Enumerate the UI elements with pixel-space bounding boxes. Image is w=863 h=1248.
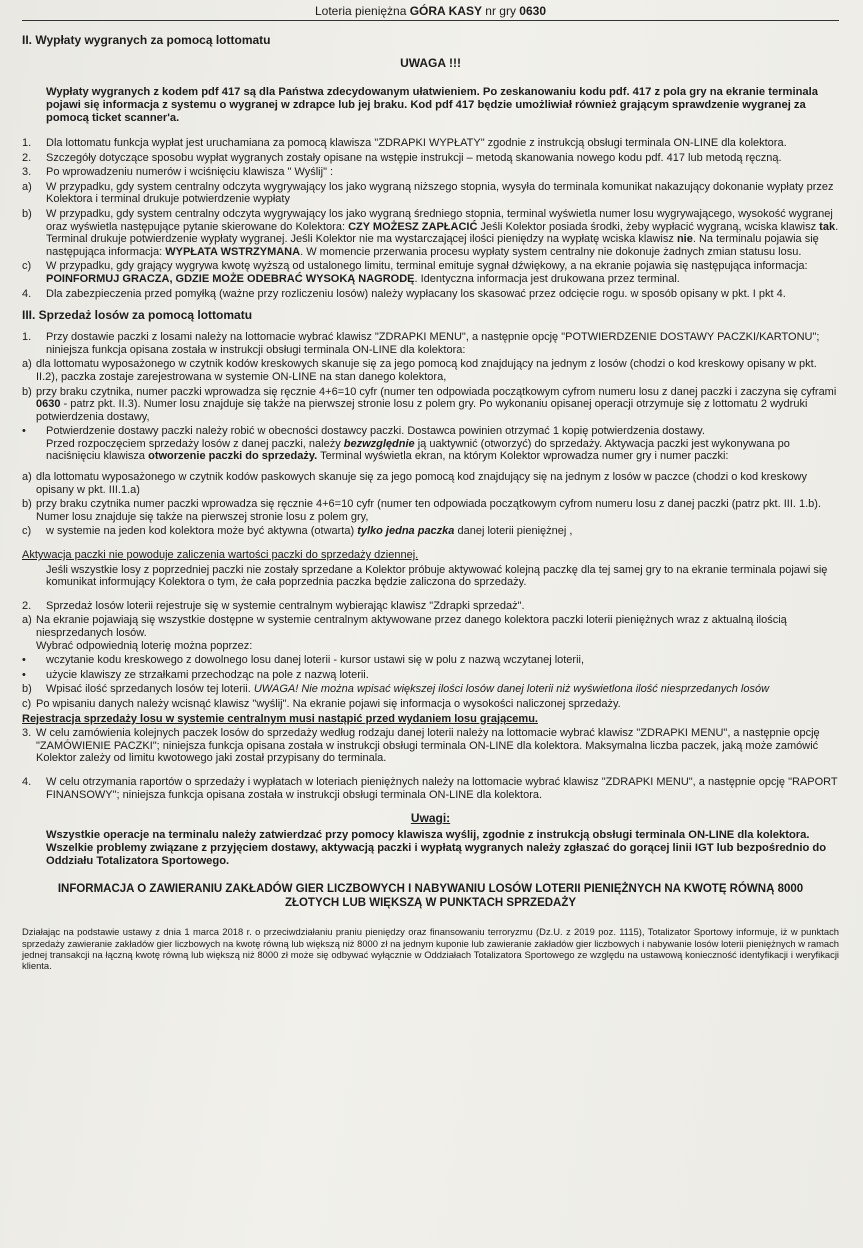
sec2-b-wstrzymana: WYPŁATA WSTRZYMANA: [165, 245, 301, 258]
sec3-c-part1: w systemie na jeden kod kolektora może być aktywna (otwarta): [46, 525, 358, 538]
sec3-item-2b: [22, 498, 839, 523]
sec3-2-bullet-1-text: wczytanie kodu kreskowego z dowolnego losu danej loterii - kursor ustawi się w polu z nazwą wczytanej loterii,: [46, 654, 585, 667]
sec2-b-nie: nie: [676, 233, 693, 246]
spacer: [22, 591, 839, 600]
sec2-c-part1: W przypadku, gdy grający wygrywa kwotę wyższą od ustalonego limitu, terminal emituje sygnał dźwiękowy, a na ekranie pojawia się następująca informacja:: [46, 260, 808, 273]
sec2-b-part5: . W momencie przerwania procesu wypłaty system centralny nie dokonuje żadnych zmian statusu losu.: [300, 245, 802, 258]
section-2-intro: Wypłaty wygranych z kodem pdf 417 są dla Państwa zdecydowanym ułatwieniem. Po zeskanowaniu kodu pdf. 417 z pola gry na ekranie terminala pojawi się informacja z systemu o wygranej w zdrapce lub jej braku. Kod pdf 417 będzie umożliwiał również grającym sprawdzenie wygranej za pomocą ticket scanner'a.: [46, 86, 818, 124]
sec2-item-1-num: 1.: [22, 137, 32, 149]
header-prefix: Loteria pieniężna: [314, 4, 410, 18]
info-heading: INFORMACJA O ZAWIERANIU ZAKŁADÓW GIER LICZBOWYCH I NABYWANIU LOSÓW LOTERII PIENIĘŻNYCH NA KWOTĘ RÓWNĄ 8000 ZŁOTYCH LUB WIĘKSZĄ W PUNKTACH SPRZEDAŻY: [57, 883, 804, 910]
sec2-item-b: [22, 208, 839, 258]
sec3-item-1a-num: a): [22, 358, 32, 371]
sec2-item-a: [22, 181, 839, 206]
sec3-point-2: [22, 600, 839, 613]
sec3-point-4-text: W celu otrzymania raportów o sprzedaży i wypłatach w loteriach pieniężnych należy na lottomacie wybrać klawisz "ZDRAPKI MENU", a następnie opcję "RAPORT FINANSOWY"; niniejsza funkcja opisana została w instrukcji obsługi terminala ON-LINE dla kolektora.: [46, 775, 838, 801]
sec2-item-4-text: Dla zabezpieczenia przed pomyłką (ważne przy rozliczeniu losów) należy wypłacany los skasować przez odcięcie rogu. w sposób opisany w pkt. I pkt 4.: [46, 287, 786, 300]
sec2-item-b-text: [46, 208, 839, 258]
sec3-bullet-delivery: [22, 425, 839, 463]
sec2-item-a-text: W przypadku, gdy system centralny odczyta wygrywający los jako wygraną niższego stopnia, wysyła do terminala komunikat nakazujący dokonanie wypłaty przez Kolektora i terminal drukuje potwierdzenie wypłaty: [46, 180, 834, 206]
sec3-point-2b-num: b): [22, 683, 32, 696]
sec3-item-1-text: Przy dostawie paczki z losami należy na lottomacie wybrać klawisz "ZDRAPKI MENU", a następnie opcję "POTWIERDZENIE DOSTAWY PACZKI/KARTONU"; niniejsza funkcja opisana została w instrukcji obsługi terminala ON-LINE dla kolektora:: [46, 331, 820, 356]
page-header: [22, 4, 839, 21]
sec3-point-2b: [22, 683, 839, 696]
sec2-item-c-text: [46, 260, 839, 285]
bullet-icon: •: [22, 668, 26, 681]
sec2-b-part3: . Terminal drukuje potwierdzenie wypłaty wygranej. Jeśli Kolektor nie ma wystarczającej ilości pieniędzy na wypłatę wciska klawisz: [46, 220, 839, 246]
sec2-item-2: [22, 152, 839, 165]
sec2-item-4: [22, 288, 839, 301]
sec3-item-2c-num: c): [22, 525, 32, 538]
sec2-b-part2: Jeśli Kolektor posiada środki, żeby wypłacić wygraną, wciska klawisz: [477, 220, 820, 233]
sec3-2b-italic: UWAGA! Nie można wpisać większej ilości losów danej loterii niż wyświetlona ilość niesprzedanych losów: [253, 683, 770, 696]
sec3-before-part3: Terminal wyświetla ekran, na którym Kolektor wprowadza numer gry i numer paczki:: [317, 450, 729, 463]
sec3-point-2a: [22, 614, 839, 652]
header-game-number: 0630: [519, 4, 546, 18]
sec3-item-1a-text: dla lottomatu wyposażonego w czytnik kodów kreskowych skanuje się za jego pomocą kod znajdujący na jednym z losów (chodzi o kod kreskowy opisany w pkt. II.2), paczka zostaje zarejestrowana w systemie ON-LINE na stan danego kolektora,: [36, 358, 817, 383]
sec3-item-1b-text: [36, 386, 839, 424]
section-3-title: III. Sprzedaż losów za pomocą lottomatu: [22, 308, 253, 323]
sec2-b-tak: tak: [819, 220, 836, 233]
sec2-item-a-num: a): [22, 180, 32, 193]
sec3-delivery-part1: Potwierdzenie dostawy paczki należy robić w obecności dostawcy paczki. Dostawca powinien otrzymać 1 kopię potwierdzenia dostawy.: [46, 425, 705, 438]
header-suffix: nr gry: [481, 4, 520, 18]
bullet-icon: •: [22, 425, 26, 438]
sec3-item-2c-text: [46, 525, 839, 538]
registration-note: Rejestracja sprzedaży losu w systemie centralnym musi nastąpić przed wydaniem losu grającemu.: [22, 712, 538, 725]
sec3-point-2b-text: [46, 683, 839, 696]
sec3-point-3-num: 3.: [22, 727, 32, 740]
sec3-c-italic: tylko jedna paczka: [357, 525, 455, 538]
sec3-before-part2: ją uaktywnić (otworzyć) do sprzedaży. Aktywacja paczki jest wykonywana po naciśnięciu klawisza: [46, 437, 790, 463]
sec3-before-italic: bezwzględnie: [343, 437, 415, 450]
uwagi-text: Wszystkie operacje na terminalu należy zatwierdzać przy pomocy klawisza wyślij, zgodnie z instrukcją obsługi terminala ON-LINE dla kolektora. Wszelkie problemy związane z przyjęciem dostawy, aktywacją paczki i wypłatą wygranych należy zgłaszać do gorącej linii IGT lub bezpośrednio do Oddziału Totalizatora Sportowego.: [46, 829, 827, 868]
sec2-item-1: [22, 137, 839, 150]
sec2-b-part4: . Na terminalu pojawia się następująca informacja:: [46, 233, 819, 258]
sec3-item-2a-num: a): [22, 471, 32, 484]
sec3-1b-part1: przy braku czytnika, numer paczki wprowadza się ręcznie 4+6=10 cyfr (numer ten odpowiada początkowym cyfrom numeru losu z danej paczki i zaczyna się cyframi: [36, 385, 837, 398]
sec3-item-2a-text: dla lottomatu wyposażonego w czytnik kodów paskowych skanuje się za jego pomocą kod znajdujący się na jednym z losów w paczce (chodzi o kod kreskowy opisany w pkt. III.1.a): [36, 471, 807, 496]
sec2-item-3-text: Po wprowadzeniu numerów i wciśnięciu klawisza " Wyślij" :: [46, 166, 334, 179]
sec3-item-2b-text: przy braku czytnika numer paczki wprowadza się ręcznie 4+6=10 cyfr (numer ten odpowiada początkowym cyfrom numeru losu z danej paczki (patrz pkt. III. 1.b). Numer losu znajduje się także na pierwszej stronie losu z polem gry,: [36, 498, 822, 523]
sec3-item-2a: [22, 471, 839, 496]
sec3-point-2c-num: c): [22, 697, 32, 710]
sec3-2-bullet-2-text: użycie klawiszy ze strzałkami przechodząc na pole z nazwą loterii.: [46, 668, 369, 681]
sec2-b-part1: W przypadku, gdy system centralny odczyta wygrywający los jako wygraną średniego stopnia, terminal wyświetla numer losu wygrywającego, wysokość wygranej oraz wyświetla następujące pytanie skierowane do Kolektora:: [46, 207, 833, 233]
header-brand: GÓRA KASY: [409, 4, 482, 18]
sec2-item-b-num: b): [22, 207, 32, 220]
uwagi-heading: Uwagi:: [410, 811, 451, 826]
sec3-before-bold: otworzenie paczki do sprzedaży.: [148, 450, 318, 463]
uwaga-heading: UWAGA !!!: [400, 56, 461, 70]
sec2-item-4-num: 4.: [22, 287, 32, 300]
sec3-point-2c-text: Po wpisaniu danych należy wcisnąć klawisz "wyślij". Na ekranie pojawi się informacja o wysokości naliczonej sprzedaży.: [36, 697, 621, 710]
bullet-icon: •: [22, 654, 26, 667]
sec3-delivery-text: [46, 425, 839, 463]
sec2-item-3: [22, 166, 839, 179]
sec3-c-part2: danej loterii pieniężnej ,: [454, 525, 573, 538]
sec3-2a-sub: Wybrać odpowiednią loterię można poprzez:: [36, 639, 253, 652]
sec3-point-4: [22, 776, 839, 801]
sec2-item-c: [22, 260, 839, 285]
sec2-item-2-num: 2.: [22, 151, 32, 164]
spacer: [22, 540, 839, 549]
sec3-item-1-num: 1.: [22, 331, 32, 344]
sec3-2b-part1: Wpisać ilość sprzedanych losów tej loterii.: [46, 683, 254, 696]
sec2-c-bold: POINFORMUJ GRACZA, GDZIE MOŻE ODEBRAĆ WYSOKĄ NAGRODĘ: [46, 272, 415, 285]
sec3-item-2b-num: b): [22, 498, 32, 511]
sec2-item-3-num: 3.: [22, 166, 32, 179]
sec2-item-1-text: Dla lottomatu funkcja wypłat jest uruchamiana za pomocą klawisza "ZDRAPKI WYPŁATY" zgodnie z instrukcją obsługi terminala ON-LINE dla kolektora.: [46, 137, 787, 149]
sec3-before-part1: Przed rozpoczęciem sprzedaży losów z danej paczki, należy: [46, 437, 344, 450]
info-text: Działając na podstawie ustawy z dnia 1 marca 2018 r. o przeciwdziałaniu praniu pieniędzy oraz finansowaniu terroryzmu (Dz.U. z 2019 poz. 1115), Totalizator Sportowy informuje, iż w punktach sprzedaży zawieranie zakładów gier liczbowych na kwotę równą lub większą niż 8000 zł na jednym kuponie lub zawieranie zakładów gier liczbowych i nabywanie losów loterii pieniężnych w ramach jednej transakcji na łączną kwotę równą lub większą niż 8000 zł może się odbywać wyłącznie w Oddziałach Totalizatora Sportowego ze względu na ustawową konieczność identyfikacji i weryfikacji klienta.: [22, 926, 839, 972]
sec3-item-1b-num: b): [22, 385, 32, 398]
activation-note-heading: Aktywacja paczki nie powoduje zaliczenia wartości paczki do sprzedaży dziennej.: [22, 549, 419, 562]
sec3-item-1a: [22, 358, 839, 383]
activation-note-text: Jeśli wszystkie losy z poprzedniej paczki nie zostały sprzedane a Kolektor próbuje aktywować kolejną paczkę dla tej samej gry to na ekranie terminala pojawi się komunikat informujący Kolektora o tym, że cała poprzednia paczka będzie zaliczona do sprzedaży.: [46, 563, 828, 589]
sec3-point-2-text: Sprzedaż losów loterii rejestruje się w systemie centralnym wybierając klawisz "Zdrapki sprzedaż".: [46, 599, 525, 612]
sec2-b-question: CZY MOŻESZ ZAPŁACIĆ: [348, 220, 478, 233]
sec3-1b-part2: - patrz pkt. II.3). Numer losu znajduje się także na pierwszej stronie losu z polem gry. Po wykonaniu opisanej operacji otrzymuje się z lottomatu 2 wydruki potwierdzenia dostawy,: [36, 398, 808, 423]
sec3-point-3-text: W celu zamówienia kolejnych paczek losów do sprzedaży według rodzaju danej loterii należy na lottomacie wybrać klawisz "ZDRAPKI MENU", a następnie opcję "ZAMÓWIENIE PACZKI"; niniejsza funkcja opisana została w instrukcji obsługi terminala ON-LINE dla kolektora. Maksymalna liczba paczek, jaką może zamówić Kolektor zależy od limitu kwotowego jaki został przypisany do terminala.: [36, 727, 820, 765]
sec2-item-c-num: c): [22, 260, 32, 273]
sec3-point-2a-text: [36, 614, 839, 652]
sec3-point-2-bullet-2: [22, 669, 839, 682]
spacer: [22, 767, 839, 776]
sec3-1b-code: 0630: [36, 398, 61, 411]
sec3-point-2a-num: a): [22, 614, 32, 627]
sec3-point-2-num: 2.: [22, 599, 32, 612]
sec3-item-1b: [22, 386, 839, 424]
sec3-item-1: [22, 331, 839, 356]
sec3-2a-main: Na ekranie pojawiają się wszystkie dostępne w systemie centralnym aktywowane przez danego kolektora paczki loterii pieniężnych wraz z aktualną ilością niesprzedanych losów.: [36, 614, 787, 639]
section-2-title: II. Wypłaty wygranych za pomocą lottomatu: [22, 33, 271, 47]
sec3-point-2-bullet-1: [22, 654, 839, 667]
sec2-c-part2: . Identyczna informacja jest drukowana przez terminal.: [414, 272, 680, 285]
sec3-point-4-num: 4.: [22, 775, 32, 788]
sec3-item-2c: [22, 525, 839, 538]
sec2-item-2-text: Szczegóły dotyczące sposobu wypłat wygranych zostały opisane na wstępie instrukcji – metodą skanowania nowego kodu pdf. 417 lub metodą ręczną.: [46, 151, 782, 164]
sec3-point-3: [22, 727, 839, 765]
sec3-point-2c: [22, 698, 839, 711]
